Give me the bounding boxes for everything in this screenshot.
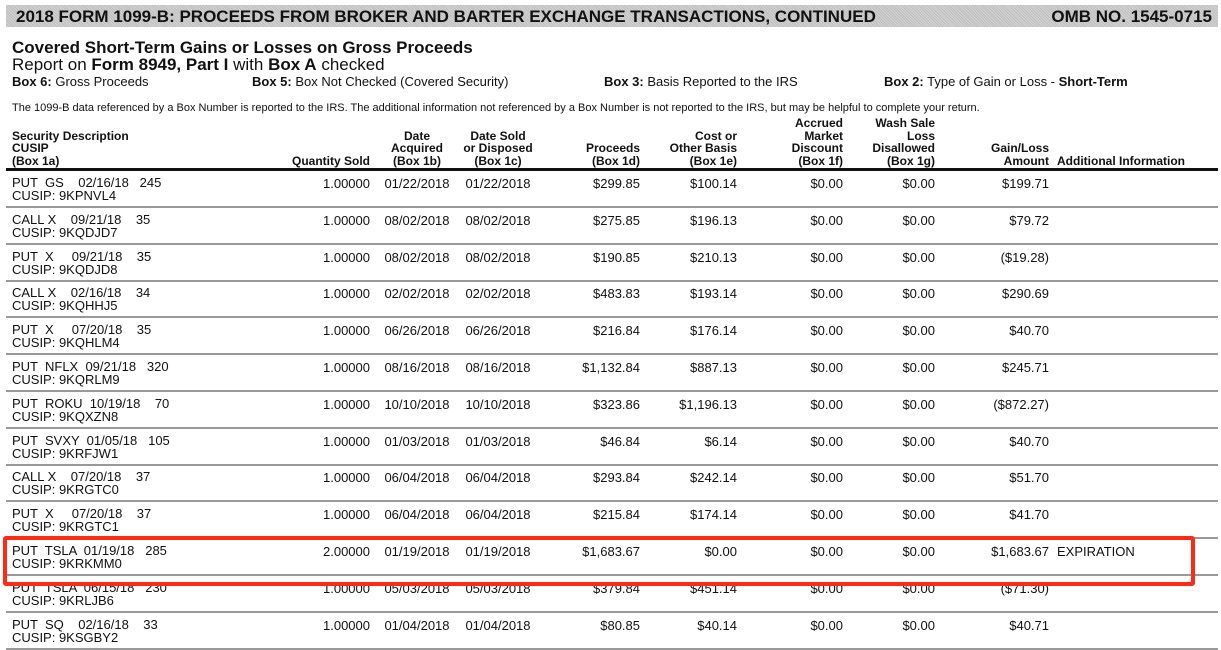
column-header-line: Proceeds [585, 141, 640, 155]
cell-gain: ($872.27) [993, 396, 1049, 412]
table-row [6, 355, 1218, 392]
cell-qty: 1.00000 [323, 212, 370, 228]
column-header-line: (Box 1g) [887, 153, 935, 168]
cell-acq: 10/10/2018 [384, 396, 450, 412]
cell-wash: $0.00 [902, 544, 935, 559]
table-row [6, 245, 1218, 282]
cell-wash: $0.00 [902, 323, 935, 339]
cell-acq: 08/02/2018 [384, 249, 450, 265]
column-header-wash [855, 117, 935, 167]
cell-proceeds: $483.83 [593, 286, 640, 302]
column-header-desc [12, 130, 212, 168]
cell-sold: 08/02/2018 [465, 249, 531, 265]
cell-acq: 06/04/2018 [384, 470, 450, 486]
cell-wash: $0.00 [902, 617, 935, 633]
irs-note: The 1099-B data referenced by a Box Number is reported to the IRS. The additional information not referenced by a Box Number is not reported to the IRS, but may be helpful to complete your return. [12, 102, 980, 114]
column-header-proceeds [555, 142, 640, 167]
table-row [6, 281, 1218, 318]
cell-accrued: $0.00 [810, 544, 843, 559]
cell-desc [12, 470, 212, 496]
cell-wash: $0.00 [902, 176, 935, 191]
security-description: CALL X 09/21/18 35 [12, 211, 151, 227]
cell-sold: 10/10/2018 [465, 396, 531, 412]
cell-cost: $100.14 [690, 176, 737, 191]
cell-cost: $210.13 [690, 249, 737, 265]
box-label: Box 5: [252, 74, 292, 89]
cell-proceeds: $379.84 [593, 580, 640, 596]
cell-acq: 06/04/2018 [384, 507, 450, 523]
cell-gain: ($71.30) [1000, 580, 1049, 596]
cusip: CUSIP: 9KPNVL4 [12, 188, 117, 203]
cell-gain: $1,683.67 [991, 544, 1049, 559]
security-description: CALL X 07/20/18 37 [12, 469, 151, 485]
cell-wash: $0.00 [902, 433, 935, 449]
cusip: CUSIP: 9KRKMM0 [12, 556, 122, 571]
column-header-qty [290, 155, 370, 168]
cell-acq: 01/22/2018 [384, 176, 450, 191]
section-title: Covered Short-Term Gains or Losses on Gross Proceeds [12, 38, 473, 57]
cell-desc [12, 250, 212, 276]
cell-wash: $0.00 [902, 470, 935, 486]
cell-cost: $193.14 [690, 286, 737, 302]
column-header-line: Disallowed [872, 141, 935, 155]
report-form: Form 8949, Part I [91, 55, 229, 74]
cell-proceeds: $275.85 [593, 212, 640, 228]
cell-gain: $290.69 [1002, 286, 1049, 302]
table-row [6, 502, 1218, 539]
table-row [6, 465, 1218, 502]
cell-desc [12, 213, 212, 239]
security-description: PUT ROKU 10/19/18 70 [12, 395, 170, 411]
cell-wash: $0.00 [902, 249, 935, 265]
cusip: CUSIP: 9KQHLM4 [12, 335, 120, 351]
security-description: PUT TSLA 01/19/18 285 [12, 543, 167, 558]
box-2-info [884, 74, 1128, 89]
cell-wash: $0.00 [902, 507, 935, 523]
cell-gain: $40.71 [1009, 617, 1049, 633]
cell-accrued: $0.00 [810, 617, 843, 633]
box-6-info [12, 74, 149, 89]
box-label: Box 2: [884, 74, 924, 89]
cell-accrued: $0.00 [810, 507, 843, 523]
cell-sold: 01/03/2018 [465, 433, 531, 449]
cell-gain: ($19.28) [1000, 249, 1049, 265]
cell-desc [12, 360, 212, 386]
column-header-line: CUSIP [12, 141, 49, 155]
cell-acq: 02/02/2018 [384, 286, 450, 302]
cusip: CUSIP: 9KQHHJ5 [12, 298, 118, 314]
box-value: Box Not Checked (Covered Security) [291, 74, 509, 89]
cell-gain: $199.71 [1002, 176, 1049, 191]
column-header-line: (Box 1c) [474, 153, 522, 168]
column-header-line: Wash Sale [875, 116, 935, 130]
cusip: CUSIP: 9KRGTC1 [12, 519, 119, 535]
column-header-info [1057, 155, 1207, 168]
cusip: CUSIP: 9KQXZN8 [12, 408, 119, 424]
cell-proceeds: $1,683.67 [582, 544, 640, 559]
cell-cost: $887.13 [690, 360, 737, 375]
cell-proceeds: $323.86 [593, 396, 640, 412]
cell-qty: 1.00000 [323, 617, 370, 633]
cell-wash: $0.00 [902, 360, 935, 375]
cell-sold: 06/04/2018 [465, 507, 531, 523]
cell-desc [12, 618, 212, 644]
cell-desc [12, 286, 212, 312]
cell-sold: 06/04/2018 [465, 470, 531, 486]
column-header-line: Date Sold [470, 128, 526, 143]
security-description: CALL X 02/16/18 34 [12, 285, 151, 301]
box-label: Box 3: [604, 74, 644, 89]
cell-qty: 1.00000 [323, 360, 370, 375]
highlight-box [3, 536, 1195, 586]
cell-accrued: $0.00 [810, 323, 843, 339]
security-description: PUT SVXY 01/05/18 105 [12, 432, 170, 448]
cell-gain: $245.71 [1002, 360, 1049, 375]
column-header-line: Accrued [794, 116, 843, 130]
cell-accrued: $0.00 [810, 176, 843, 191]
cell-acq: 08/02/2018 [384, 212, 450, 228]
column-header-line: (Box 1a) [12, 153, 60, 168]
cell-wash: $0.00 [902, 286, 935, 302]
column-header-line: (Box 1b) [393, 153, 441, 168]
security-description: PUT X 09/21/18 35 [12, 248, 152, 264]
cell-wash: $0.00 [902, 396, 935, 412]
cell-sold: 01/19/2018 [465, 544, 531, 559]
cell-proceeds: $216.84 [593, 323, 640, 339]
column-header-line: Gain/Loss [990, 141, 1049, 155]
form-banner [6, 5, 1218, 27]
table-row [6, 429, 1218, 466]
cell-qty: 1.00000 [323, 396, 370, 412]
cell-desc [12, 434, 212, 460]
cell-proceeds: $46.84 [600, 433, 640, 449]
box-value: Basis Reported to the IRS [643, 74, 798, 89]
cell-cost: $196.13 [690, 212, 737, 228]
cell-accrued: $0.00 [810, 360, 843, 375]
security-description: PUT TSLA 06/15/18 230 [12, 579, 167, 595]
column-header-gain [955, 142, 1049, 167]
cell-qty: 1.00000 [323, 323, 370, 339]
column-header-line: (Box 1d) [592, 153, 640, 168]
column-header-line: Amount [1003, 153, 1049, 168]
column-header-line: (Box 1e) [689, 153, 737, 168]
table-row [6, 318, 1218, 355]
cell-sold: 05/03/2018 [465, 580, 531, 596]
report-prefix: Report on [12, 55, 92, 74]
cell-proceeds: $1,132.84 [582, 360, 640, 375]
security-description: PUT GS 02/16/18 245 [12, 175, 162, 190]
table-row [6, 171, 1218, 208]
cell-qty: 1.00000 [323, 470, 370, 486]
cell-sold: 02/02/2018 [465, 286, 531, 302]
cusip: CUSIP: 9KRFJW1 [12, 445, 119, 461]
cell-accrued: $0.00 [810, 286, 843, 302]
cell-proceeds: $215.84 [593, 507, 640, 523]
column-header-line: Acquired [390, 141, 443, 155]
cell-desc [12, 323, 212, 349]
security-description: PUT X 07/20/18 35 [12, 322, 152, 338]
cusip: CUSIP: 9KQRLM9 [12, 372, 120, 387]
cell-cost: $451.14 [690, 580, 737, 596]
column-header-cost [655, 130, 737, 168]
table-row [6, 392, 1218, 429]
column-header-acq [382, 130, 452, 168]
omb-number: OMB NO. 1545-0715 [1051, 7, 1212, 26]
cell-cost: $174.14 [690, 507, 737, 523]
cell-desc [12, 397, 212, 423]
cell-sold: 01/22/2018 [465, 176, 531, 191]
column-header-sold [458, 130, 538, 168]
cell-sold: 08/02/2018 [465, 212, 531, 228]
cusip: CUSIP: 9KQDJD7 [12, 224, 118, 240]
column-header-line: Market [804, 128, 843, 143]
report-instruction [12, 55, 385, 75]
cell-gain: $41.70 [1009, 507, 1049, 523]
box-3-info [604, 74, 798, 89]
cell-desc [12, 507, 212, 533]
cell-accrued: $0.00 [810, 580, 843, 596]
cell-sold: 01/04/2018 [465, 617, 531, 633]
cell-qty: 1.00000 [323, 507, 370, 523]
cell-acq: 01/04/2018 [384, 617, 450, 633]
cusip: CUSIP: 9KSGBY2 [12, 629, 119, 645]
column-header-line: Additional Information [1057, 153, 1185, 168]
cell-qty: 1.00000 [323, 433, 370, 449]
column-header-line: Cost or [695, 128, 737, 143]
cell-accrued: $0.00 [810, 396, 843, 412]
cusip: CUSIP: 9KRGTC0 [12, 482, 119, 498]
cell-acq: 05/03/2018 [384, 580, 450, 596]
column-header-line: (Box 1f) [798, 153, 843, 168]
cell-accrued: $0.00 [810, 249, 843, 265]
column-header-line: Date [403, 128, 430, 143]
report-suffix: checked [316, 55, 385, 74]
cell-cost: $6.14 [704, 433, 737, 449]
cell-acq: 06/26/2018 [384, 323, 450, 339]
cell-acq: 01/03/2018 [384, 433, 450, 449]
box-5-info [252, 74, 509, 89]
cell-acq: 08/16/2018 [384, 360, 450, 375]
cell-cost: $176.14 [690, 323, 737, 339]
cell-qty: 1.00000 [323, 249, 370, 265]
security-description: PUT SQ 02/16/18 33 [12, 616, 158, 632]
cell-cost: $40.14 [697, 617, 737, 633]
column-header-line: Security Description [12, 128, 129, 143]
security-description: PUT NFLX 09/21/18 320 [12, 359, 169, 374]
cell-sold: 06/26/2018 [465, 323, 531, 339]
cell-cost: $1,196.13 [679, 396, 737, 412]
column-header-line: or Disposed [463, 141, 533, 155]
table-row [6, 208, 1218, 245]
box-label: Box 6: [12, 74, 52, 89]
column-header-line: Other Basis [669, 141, 737, 155]
cell-accrued: $0.00 [810, 470, 843, 486]
cell-wash: $0.00 [902, 212, 935, 228]
column-header-line: Quantity Sold [292, 153, 370, 168]
box-bold-value: Short-Term [1058, 74, 1128, 89]
column-header-accrued [778, 117, 843, 167]
cell-qty: 1.00000 [323, 286, 370, 302]
report-box: Box A [268, 55, 317, 74]
box-value: Type of Gain or Loss - [923, 74, 1059, 89]
report-with: with [228, 55, 269, 74]
form-title: 2018 FORM 1099-B: PROCEEDS FROM BROKER AND BARTER EXCHANGE TRANSACTIONS, CONTINUED [16, 7, 876, 26]
cell-accrued: $0.00 [810, 433, 843, 449]
cell-proceeds: $80.85 [600, 617, 640, 633]
cusip: CUSIP: 9KQDJD8 [12, 261, 118, 277]
cell-qty: 1.00000 [323, 176, 370, 191]
cell-proceeds: $190.85 [593, 249, 640, 265]
cell-sold: 08/16/2018 [465, 360, 531, 375]
column-header-line: Loss [906, 128, 935, 143]
cusip: CUSIP: 9KRLJB6 [12, 592, 114, 608]
cell-gain: $40.70 [1009, 433, 1049, 449]
cell-accrued: $0.00 [810, 212, 843, 228]
cell-cost: $242.14 [690, 470, 737, 486]
cell-proceeds: $293.84 [593, 470, 640, 486]
table-row [6, 613, 1218, 650]
cell-qty: 2.00000 [323, 544, 370, 559]
cell-gain: $40.70 [1009, 323, 1049, 339]
column-header-line: Discount [791, 141, 843, 155]
cell-info: EXPIRATION [1057, 544, 1135, 559]
cell-wash: $0.00 [902, 580, 935, 596]
box-value: Gross Proceeds [51, 74, 149, 89]
cell-cost: $0.00 [704, 544, 737, 559]
cell-qty: 1.00000 [323, 580, 370, 596]
cell-proceeds: $299.85 [593, 176, 640, 191]
security-description: PUT X 07/20/18 37 [12, 506, 152, 522]
cell-gain: $51.70 [1009, 470, 1049, 486]
cell-desc [12, 176, 212, 202]
cell-acq: 01/19/2018 [384, 544, 450, 559]
cell-gain: $79.72 [1009, 212, 1049, 228]
